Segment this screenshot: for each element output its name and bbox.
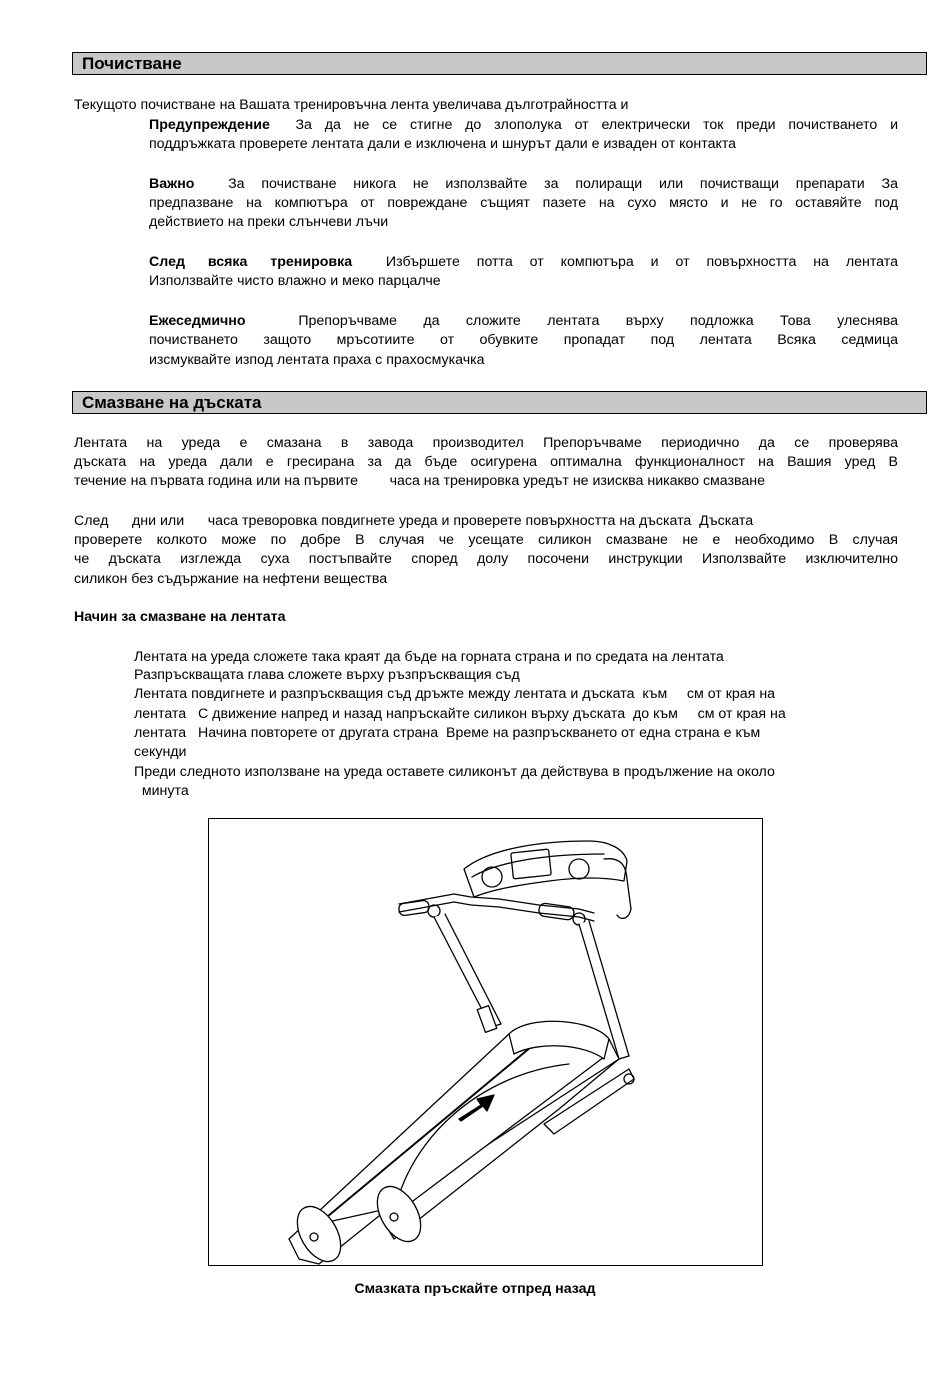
para1-line-1: Лентата на уреда е смазана в завода производител Препоръчваме периодично да се проверява bbox=[74, 435, 898, 451]
intro-text: Текущото почистване на Вашата тренировъчна лента увеличава дълготрайността и bbox=[74, 97, 629, 113]
para1-line-2: дъската на уреда дали е гресирана за да бъде осигурена оптимална функционалност на Вашия уред В bbox=[74, 454, 898, 470]
warning-line-2: поддръжката проверете лентата дали е изключена и шнурът дали е изваден от контакта bbox=[149, 136, 737, 152]
step-line-3: Лентата повдигнете и разпръскващия съд дръжте между лентата и дъската към см от края на bbox=[134, 686, 776, 702]
treadmill-drawing bbox=[209, 819, 762, 1265]
subheading: Начин за смазване на лентата bbox=[74, 609, 286, 625]
para2-line-2: проверете колкото може по добре В случая че усещате силикон смазване не е необходимо В случая bbox=[74, 532, 898, 548]
weekly-label: Ежеседмично bbox=[149, 313, 246, 329]
para2-line-1: След дни или часа треворовка повдигнете уреда и проверете повърхността на дъската Дъската bbox=[74, 513, 754, 529]
figure-caption: Смазката пръскайте отпред назад bbox=[354, 1281, 596, 1297]
step-line-2: Разпръскващата глава сложете върху ръзпръскващия съд bbox=[134, 667, 520, 683]
weekly-line-3: изсмуквайте изпод лентата праха с прахосмукачка bbox=[149, 352, 485, 368]
weekly-line-2: почистването защото мръсотиите от обувките пропадат под лентата Всяка седмица bbox=[149, 332, 898, 348]
step-line-7: Преди следното използване на уреда оставете силиконът да действува в продължение на около bbox=[134, 764, 775, 780]
important-line-1 bbox=[149, 175, 898, 195]
after-training-text: Избършете потта от компютъра и от повърхността на лентата bbox=[385, 254, 898, 270]
para2-line-4: силикон без съдържание на нефтени вещества bbox=[74, 571, 388, 587]
para2-line-3: че дъската изглежда суха постъпвайте според долу посочени инструкции Използвайте изключително bbox=[74, 551, 898, 567]
section-title: Смазване на дъската bbox=[82, 393, 262, 412]
step-line-1: Лентата на уреда сложете така краят да бъде на горната страна и по средата на лентата bbox=[134, 649, 724, 665]
important-text: За почистване никога не използвайте за полиращи или почистващи препарати За bbox=[228, 176, 898, 192]
warning-line-1 bbox=[149, 116, 898, 136]
step-line-5: лентата Начина повторете от другата страна Време на разпръскването от една страна е към bbox=[134, 725, 761, 741]
step-line-6: секунди bbox=[134, 744, 187, 760]
after-training-line-1 bbox=[149, 253, 898, 273]
section-title: Почистване bbox=[82, 54, 182, 73]
important-label: Важно bbox=[149, 176, 195, 192]
para1-line-3: течение на първата година или на първите часа на тренировка уредът не изисква никакво смазване bbox=[74, 473, 766, 489]
step-line-4: лентата С движение напред и назад напръскайте силикон върху дъската до към см от края на bbox=[134, 706, 786, 722]
section-header-cleaning bbox=[72, 52, 927, 75]
weekly-line-1 bbox=[149, 312, 898, 332]
treadmill-illustration bbox=[208, 818, 763, 1266]
after-training-line-2: Използвайте чисто влажно и меко парцалче bbox=[149, 273, 441, 289]
important-line-2: предпазване на компютъра от повреждане същият пазете на сухо място и не го оставяйте под bbox=[149, 195, 898, 211]
after-training-label: След всяка тренировка bbox=[149, 254, 353, 270]
step-line-8: минута bbox=[134, 783, 189, 799]
warning-label: Предупреждение bbox=[149, 117, 270, 133]
important-line-3: действието на преки слънчеви лъчи bbox=[149, 214, 389, 230]
section-header-lubrication bbox=[72, 391, 927, 414]
warning-text: За да не се стигне до злополука от електрически ток преди почистването и bbox=[295, 117, 898, 133]
weekly-text: Препоръчваме да сложите лентата върху подложка Това улеснява bbox=[298, 313, 898, 329]
